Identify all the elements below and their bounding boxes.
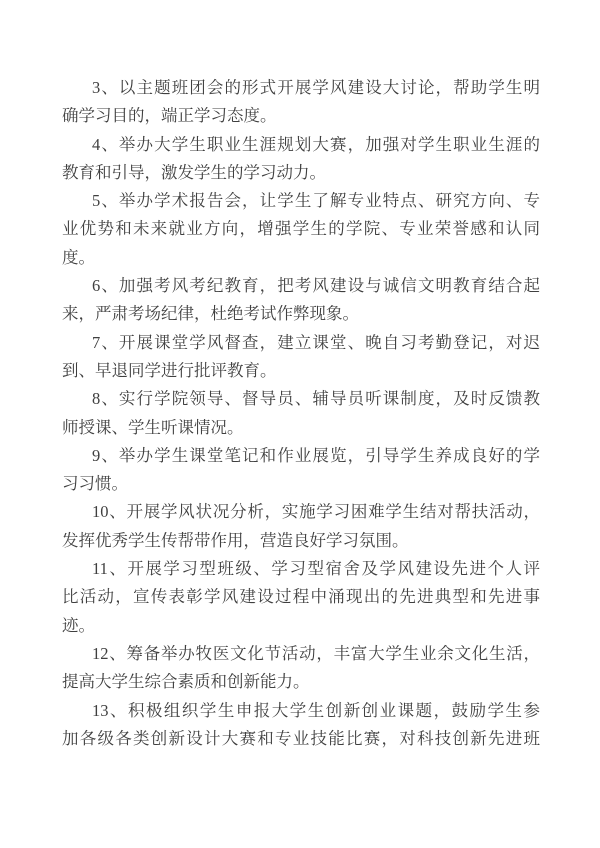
- text-line: 习习惯。: [62, 474, 128, 494]
- text-line: 5、举办学术报告会，让学生了解专业特点、研究方向、专: [92, 191, 540, 211]
- text-line: 提高大学生综合素质和创新能力。: [62, 672, 310, 692]
- text-line: 9、举办学生课堂笔记和作业展览，引导学生养成良好的学: [92, 445, 540, 465]
- text-line: 来，严肃考场纪律，杜绝考试作弊现象。: [62, 304, 359, 324]
- paragraph-5: [62, 187, 540, 272]
- text-block: [62, 74, 540, 753]
- paragraph-4: [62, 131, 540, 188]
- text-line: 到、早退同学进行批评教育。: [62, 360, 277, 380]
- text-line: 度。: [62, 247, 95, 267]
- paragraph-11: [62, 555, 540, 640]
- paragraph-13: [62, 697, 540, 754]
- text-line: 迹。: [62, 615, 95, 635]
- text-line: 6、加强考风考纪教育，把考风建设与诚信文明教育结合起: [92, 276, 540, 296]
- text-line: 发挥优秀学生传帮带作用，营造良好学习氛围。: [62, 530, 409, 550]
- text-line: 3、以主题班团会的形式开展学风建设大讨论，帮助学生明: [92, 78, 540, 97]
- text-line: 教育和引导，激发学生的学习动力。: [62, 162, 326, 182]
- text-line: 12、筹备举办牧医文化节活动，丰富大学生业余文化生活，: [92, 643, 540, 663]
- text-line: 确学习目的，端正学习态度。: [62, 106, 277, 126]
- paragraph-7: [62, 329, 540, 386]
- text-line: 11、开展学习型班级、学习型宿舍及学风建设先进个人评: [92, 559, 540, 579]
- text-line: 4、举办大学生职业生涯规划大赛，加强对学生职业生涯的: [92, 134, 540, 154]
- paragraph-8: [62, 385, 540, 442]
- text-line: 10、开展学风状况分析，实施学习困难学生结对帮扶活动，: [92, 502, 540, 522]
- paragraph-10: [62, 498, 540, 555]
- text-line: 业优势和未来就业方向，增强学生的学院、专业荣誉感和认同: [62, 219, 540, 239]
- text-line: 8、实行学院领导、督导员、辅导员听课制度，及时反馈教: [92, 389, 540, 409]
- text-line: 7、开展课堂学风督查，建立课堂、晚自习考勤登记，对迟: [92, 332, 540, 352]
- paragraph-6: [62, 272, 540, 329]
- text-line: 比活动，宣传表彰学风建设过程中涌现出的先进典型和先进事: [62, 587, 540, 607]
- text-line: 13、积极组织学生申报大学生创新创业课题，鼓励学生参: [92, 700, 540, 720]
- text-line: 加各级各类创新设计大赛和专业技能比赛，对科技创新先进班: [62, 728, 540, 748]
- paragraph-3: [62, 74, 540, 131]
- paragraph-9: [62, 442, 540, 499]
- text-line: 师授课、学生听课情况。: [62, 417, 244, 437]
- paragraph-12: [62, 640, 540, 697]
